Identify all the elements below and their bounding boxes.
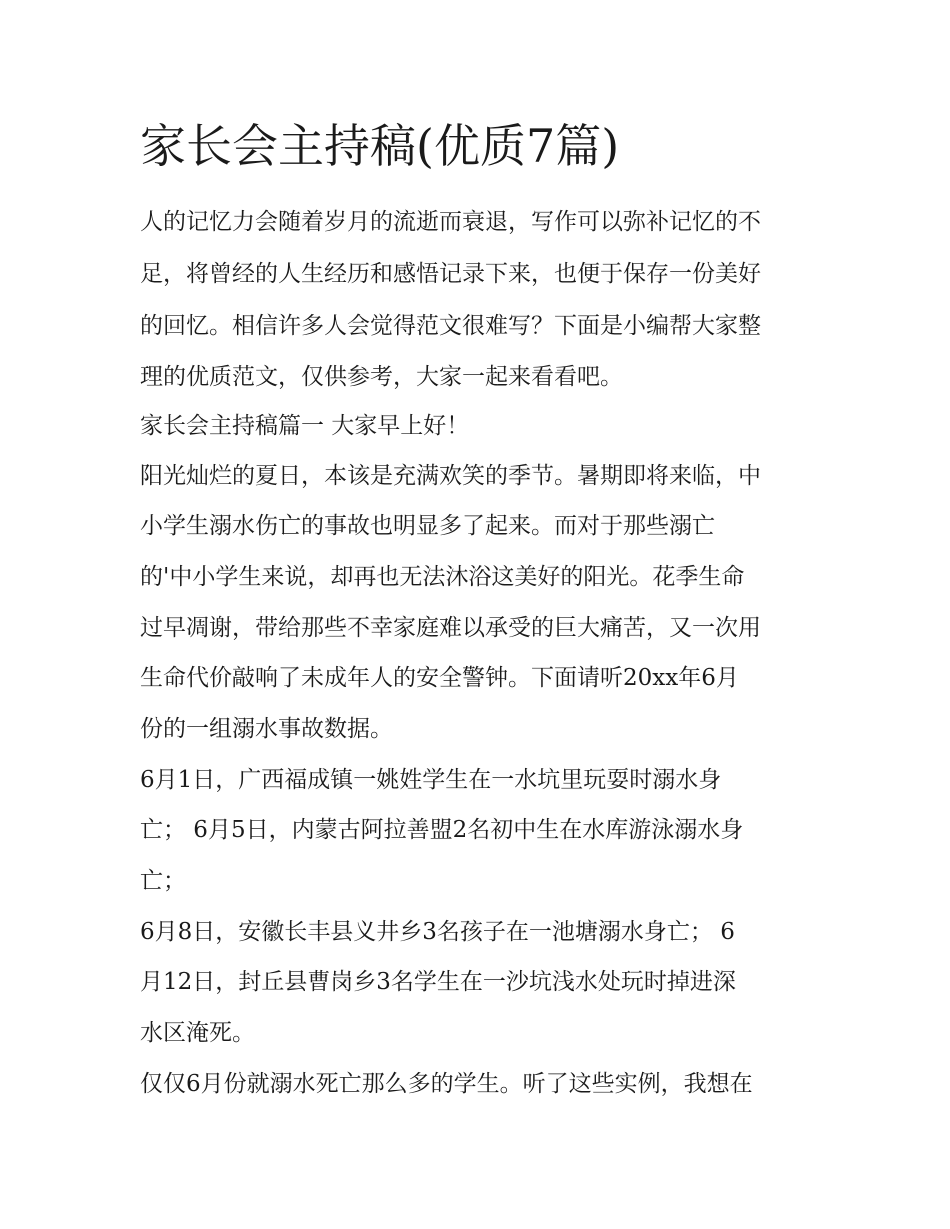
paragraph-line: 阳光灿烂的夏日，本该是充满欢笑的季节。暑期即将来临，中: [140, 463, 761, 489]
paragraph-line: 人的记忆力会随着岁月的流逝而衰退，写作可以弥补记忆的不: [140, 209, 761, 235]
paragraph-line: 小学生溺水伤亡的事故也明显多了起来。而对于那些溺亡: [140, 513, 715, 539]
paragraph-line: 的回忆。相信许多人会觉得范文很难写？下面是小编帮大家整: [140, 313, 761, 339]
paragraph-line: 生命代价敲响了未成年人的安全警钟。下面请听20xx年6月: [140, 665, 739, 691]
paragraph-line: 6月1日，广西福成镇一姚姓学生在一水坑里玩耍时溺水身: [140, 767, 722, 793]
paragraph-line: 亡；: [140, 868, 186, 894]
paragraph-line: 月12日，封丘县曹岗乡3名学生在一沙坑浅水处玩时掉进深: [140, 969, 736, 995]
paragraph-line: 理的优质范文，仅供参考，大家一起来看看吧。: [140, 364, 623, 390]
paragraph-line: 亡； 6月5日，内蒙古阿拉善盟2名初中生在水库游泳溺水身: [140, 817, 744, 843]
paragraph-line: 6月8日，安徽长丰县义井乡3名孩子在一池塘溺水身亡； 6: [140, 919, 735, 945]
paragraph-line: 过早凋谢，带给那些不幸家庭难以承受的巨大痛苦，又一次用: [140, 615, 761, 641]
paragraph-line: 仅仅6月份就溺水死亡那么多的学生。听了这些实例，我想在: [140, 1071, 753, 1097]
paragraph-line: 足，将曾经的人生经历和感悟记录下来，也便于保存一份美好: [140, 261, 761, 287]
paragraph-line: 的'中小学生来说，却再也无法沐浴这美好的阳光。花季生命: [140, 564, 745, 590]
paragraph-line: 份的一组溺水事故数据。: [140, 716, 393, 742]
section-heading-line: 家长会主持稿篇一 大家早上好！: [140, 413, 470, 439]
document-title: 家长会主持稿(优质7篇): [140, 119, 620, 173]
paragraph-line: 水区淹死。: [140, 1020, 255, 1046]
